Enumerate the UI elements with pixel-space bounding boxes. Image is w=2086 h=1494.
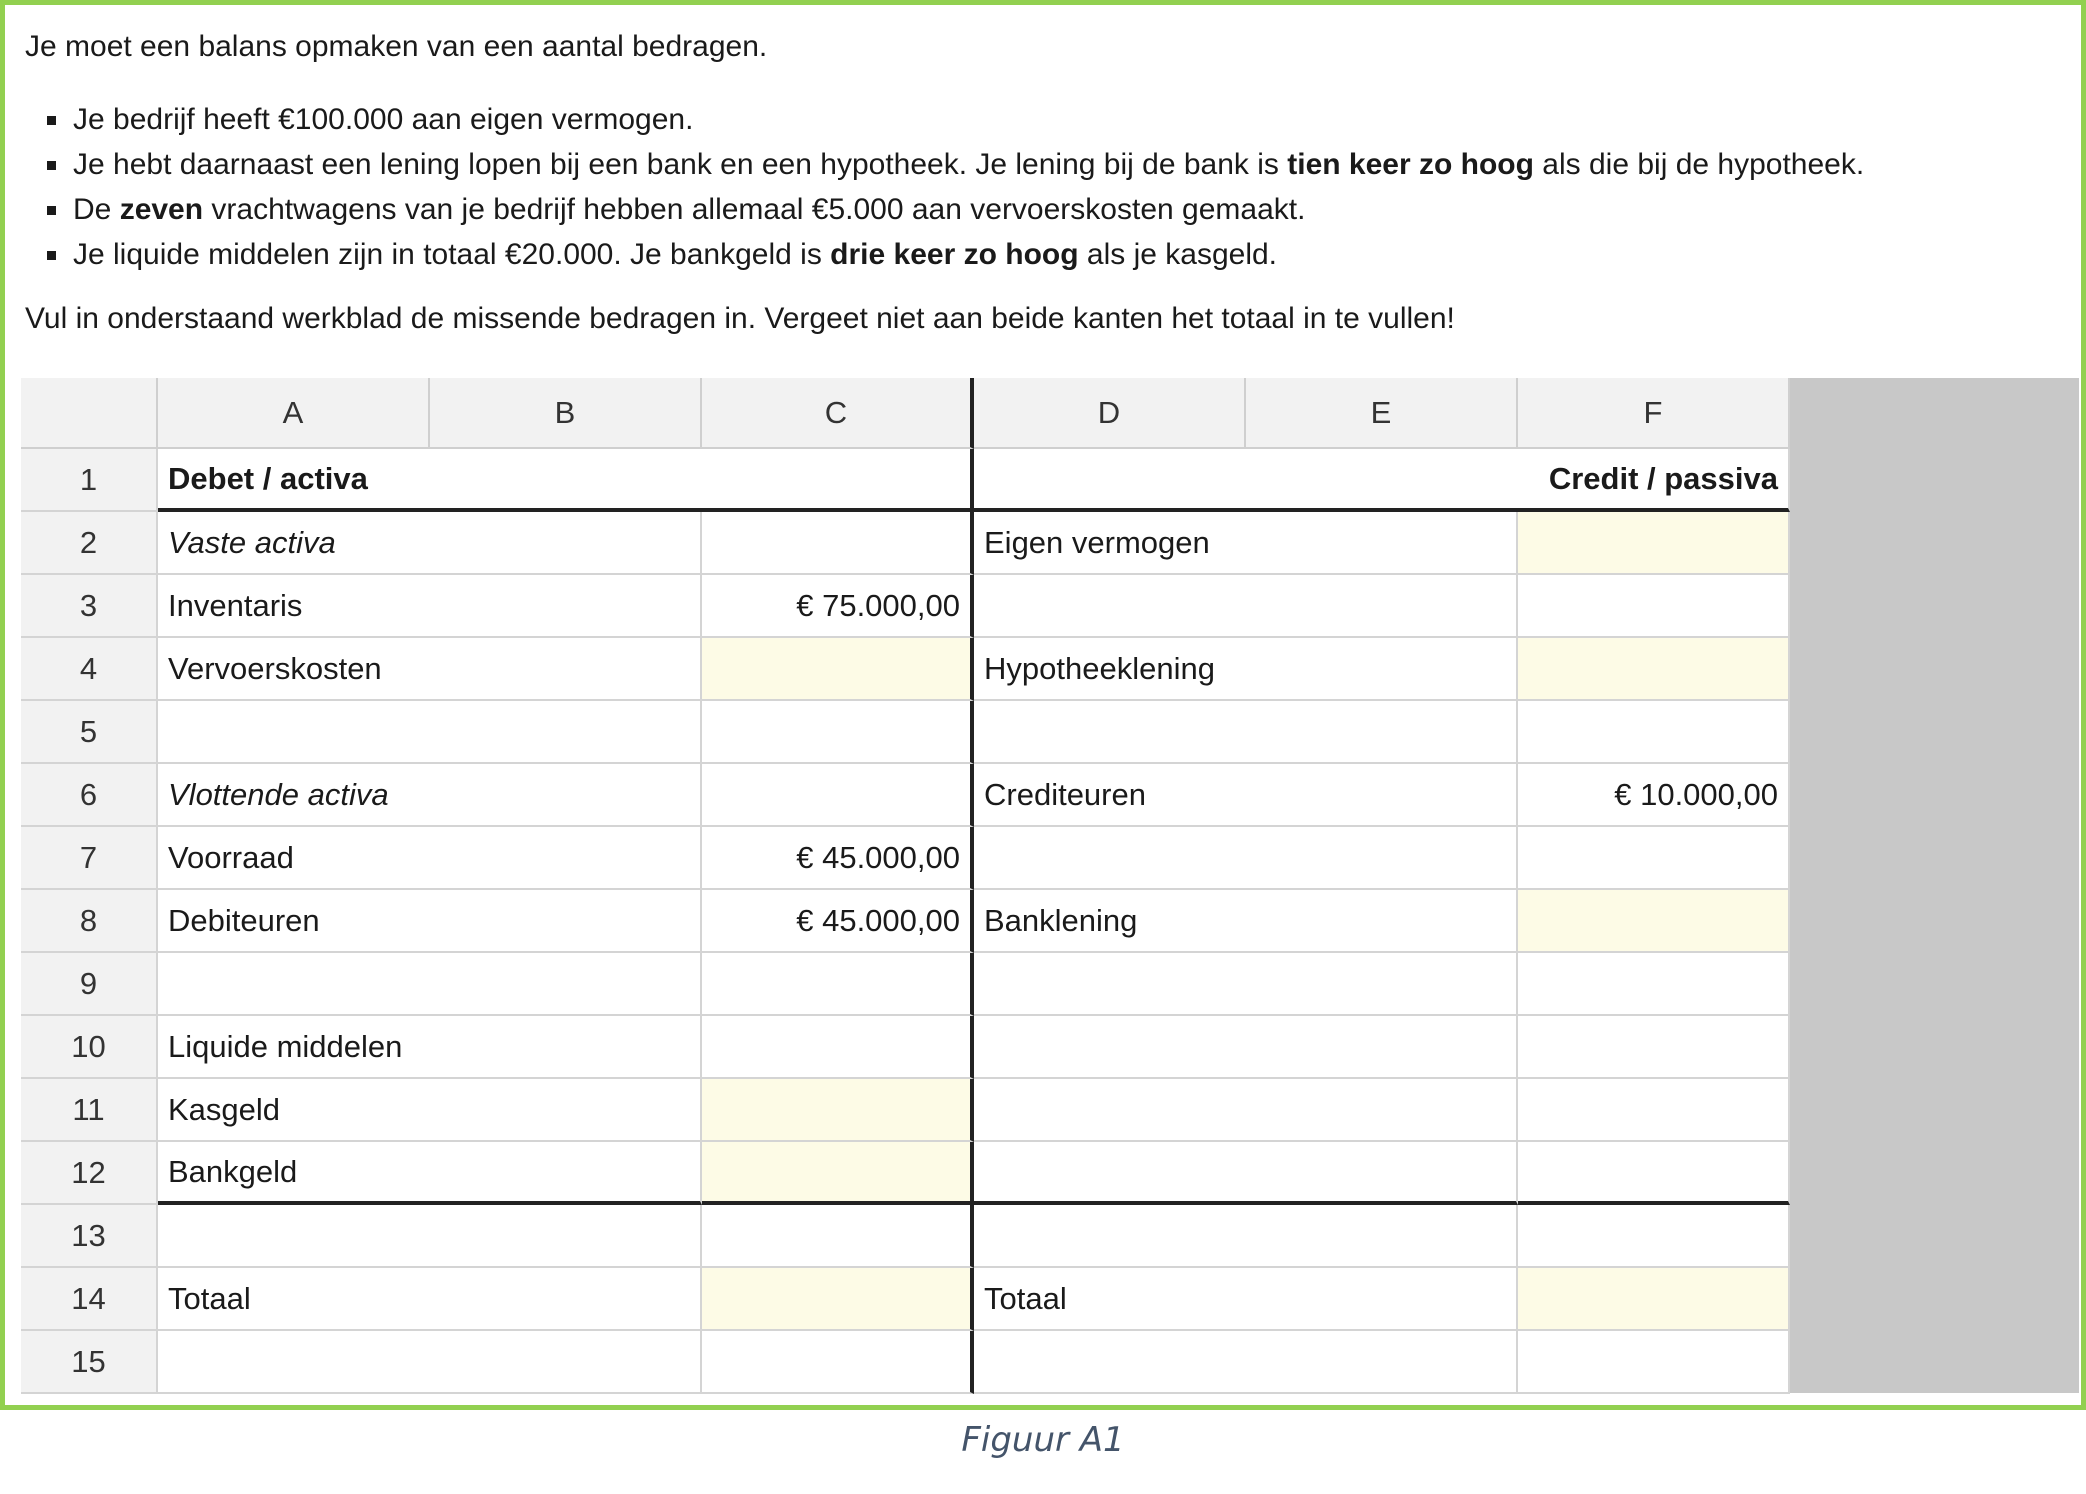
cell-left-value[interactable]: [702, 1268, 974, 1331]
row-header[interactable]: 6: [21, 764, 158, 827]
bullet-list: [25, 97, 2075, 277]
cell-left-value[interactable]: [702, 1079, 974, 1142]
row-header[interactable]: 11: [21, 1079, 158, 1142]
cell-left-label[interactable]: Vaste activa: [158, 512, 702, 575]
row-header[interactable]: 12: [21, 1142, 158, 1205]
cell-right-label[interactable]: [974, 701, 1518, 764]
instructions: [25, 25, 2075, 341]
cell-right-value[interactable]: [1518, 701, 1790, 764]
cell-left-label[interactable]: [158, 701, 702, 764]
figure-caption: Figuur A1: [961, 1420, 1125, 1460]
cell-left-value[interactable]: € 45.000,00: [702, 827, 974, 890]
intro-line: Je moet een balans opmaken van een aantal bedragen.: [25, 30, 768, 63]
bullet-text: als die bij de hypotheek.: [1533, 148, 1865, 181]
cell-right-label[interactable]: [974, 1205, 1518, 1268]
column-header-f[interactable]: F: [1518, 378, 1790, 449]
bullet-text: vrachtwagens van je bedrijf hebben allemaal €5.000 aan vervoerskosten gemaakt.: [203, 193, 1306, 226]
row-header[interactable]: 4: [21, 638, 158, 701]
row-header[interactable]: 14: [21, 1268, 158, 1331]
cell-left-label[interactable]: Bankgeld: [158, 1142, 702, 1205]
row-header[interactable]: 2: [21, 512, 158, 575]
cell-left-value[interactable]: [702, 1016, 974, 1079]
bullet-text: Je hebt daarnaast een lening lopen bij een bank en een hypotheek. Je lening bij de bank is: [73, 148, 1288, 181]
cell-right-label[interactable]: [974, 1331, 1518, 1394]
cell-right-label[interactable]: [974, 575, 1518, 638]
bullet-text: Je bedrijf heeft €100.000 aan eigen vermogen.: [73, 103, 694, 136]
debet-title[interactable]: Debet / activa: [158, 449, 974, 512]
cell-right-label[interactable]: Crediteuren: [974, 764, 1518, 827]
cell-left-label[interactable]: [158, 953, 702, 1016]
cell-left-label[interactable]: Inventaris: [158, 575, 702, 638]
cell-right-value[interactable]: € 10.000,00: [1518, 764, 1790, 827]
corner-cell: [21, 378, 158, 449]
cell-right-label[interactable]: [974, 1142, 1518, 1205]
row-header[interactable]: 1: [21, 449, 158, 512]
cell-left-label[interactable]: [158, 1331, 702, 1394]
cell-left-value[interactable]: [702, 1331, 974, 1394]
cell-right-label[interactable]: [974, 1079, 1518, 1142]
cell-left-label[interactable]: Liquide middelen: [158, 1016, 702, 1079]
cell-right-label[interactable]: Eigen vermogen: [974, 512, 1518, 575]
row-header[interactable]: 7: [21, 827, 158, 890]
bullet-emphasis: tien keer zo hoog: [1287, 148, 1534, 181]
row-header[interactable]: 13: [21, 1205, 158, 1268]
bullet-emphasis: zeven: [119, 193, 204, 226]
column-header-b[interactable]: B: [430, 378, 702, 449]
cell-right-label[interactable]: Hypotheeklening: [974, 638, 1518, 701]
row-header[interactable]: 3: [21, 575, 158, 638]
cell-right-label[interactable]: [974, 1016, 1518, 1079]
cell-right-value[interactable]: [1518, 1142, 1790, 1205]
cell-left-value[interactable]: [702, 512, 974, 575]
cell-left-value[interactable]: [702, 1205, 974, 1268]
cell-left-value[interactable]: [702, 953, 974, 1016]
spreadsheet: [21, 378, 2079, 1393]
bullet-text: De: [73, 193, 120, 226]
cell-left-value[interactable]: € 45.000,00: [702, 890, 974, 953]
bullet-text: Je liquide middelen zijn in totaal €20.000. Je bankgeld is: [73, 238, 831, 271]
bullet-text: als je kasgeld.: [1078, 238, 1278, 271]
column-header-a[interactable]: A: [158, 378, 430, 449]
cell-left-value[interactable]: € 75.000,00: [702, 575, 974, 638]
row-header[interactable]: 8: [21, 890, 158, 953]
cell-right-value[interactable]: [1518, 890, 1790, 953]
cell-right-value[interactable]: [1518, 1268, 1790, 1331]
row-header[interactable]: 15: [21, 1331, 158, 1394]
cell-right-label[interactable]: Banklening: [974, 890, 1518, 953]
bullet-item: [73, 187, 2075, 232]
row-header[interactable]: 9: [21, 953, 158, 1016]
cell-right-label[interactable]: Totaal: [974, 1268, 1518, 1331]
cell-right-value[interactable]: [1518, 1205, 1790, 1268]
bullet-item: [73, 97, 2075, 142]
cell-right-value[interactable]: [1518, 512, 1790, 575]
cell-left-label[interactable]: Totaal: [158, 1268, 702, 1331]
cell-left-label[interactable]: Voorraad: [158, 827, 702, 890]
credit-title[interactable]: Credit / passiva: [974, 449, 1790, 512]
bullet-item: [73, 232, 2075, 277]
cell-left-label[interactable]: Debiteuren: [158, 890, 702, 953]
cell-left-label[interactable]: Kasgeld: [158, 1079, 702, 1142]
cell-left-value[interactable]: [702, 764, 974, 827]
column-header-c[interactable]: C: [702, 378, 974, 449]
bullet-emphasis: drie keer zo hoog: [830, 238, 1079, 271]
cell-left-value[interactable]: [702, 701, 974, 764]
row-header[interactable]: 10: [21, 1016, 158, 1079]
bullet-item: [73, 142, 2075, 187]
cell-right-value[interactable]: [1518, 1331, 1790, 1394]
cell-left-value[interactable]: [702, 638, 974, 701]
cell-left-label[interactable]: Vervoerskosten: [158, 638, 702, 701]
cell-left-label[interactable]: [158, 1205, 702, 1268]
instruction-text: Vul in onderstaand werkblad de missende bedragen in. Vergeet niet aan beide kanten het totaal in te vullen!: [25, 302, 1455, 335]
cell-left-value[interactable]: [702, 1142, 974, 1205]
row-header[interactable]: 5: [21, 701, 158, 764]
column-header-d[interactable]: D: [974, 378, 1246, 449]
cell-right-label[interactable]: [974, 827, 1518, 890]
cell-right-value[interactable]: [1518, 1079, 1790, 1142]
cell-right-value[interactable]: [1518, 638, 1790, 701]
cell-right-value[interactable]: [1518, 1016, 1790, 1079]
cell-right-value[interactable]: [1518, 575, 1790, 638]
cell-right-value[interactable]: [1518, 827, 1790, 890]
cell-left-label[interactable]: Vlottende activa: [158, 764, 702, 827]
cell-right-value[interactable]: [1518, 953, 1790, 1016]
column-header-e[interactable]: E: [1246, 378, 1518, 449]
cell-right-label[interactable]: [974, 953, 1518, 1016]
spreadsheet-grid: [21, 378, 1790, 1394]
